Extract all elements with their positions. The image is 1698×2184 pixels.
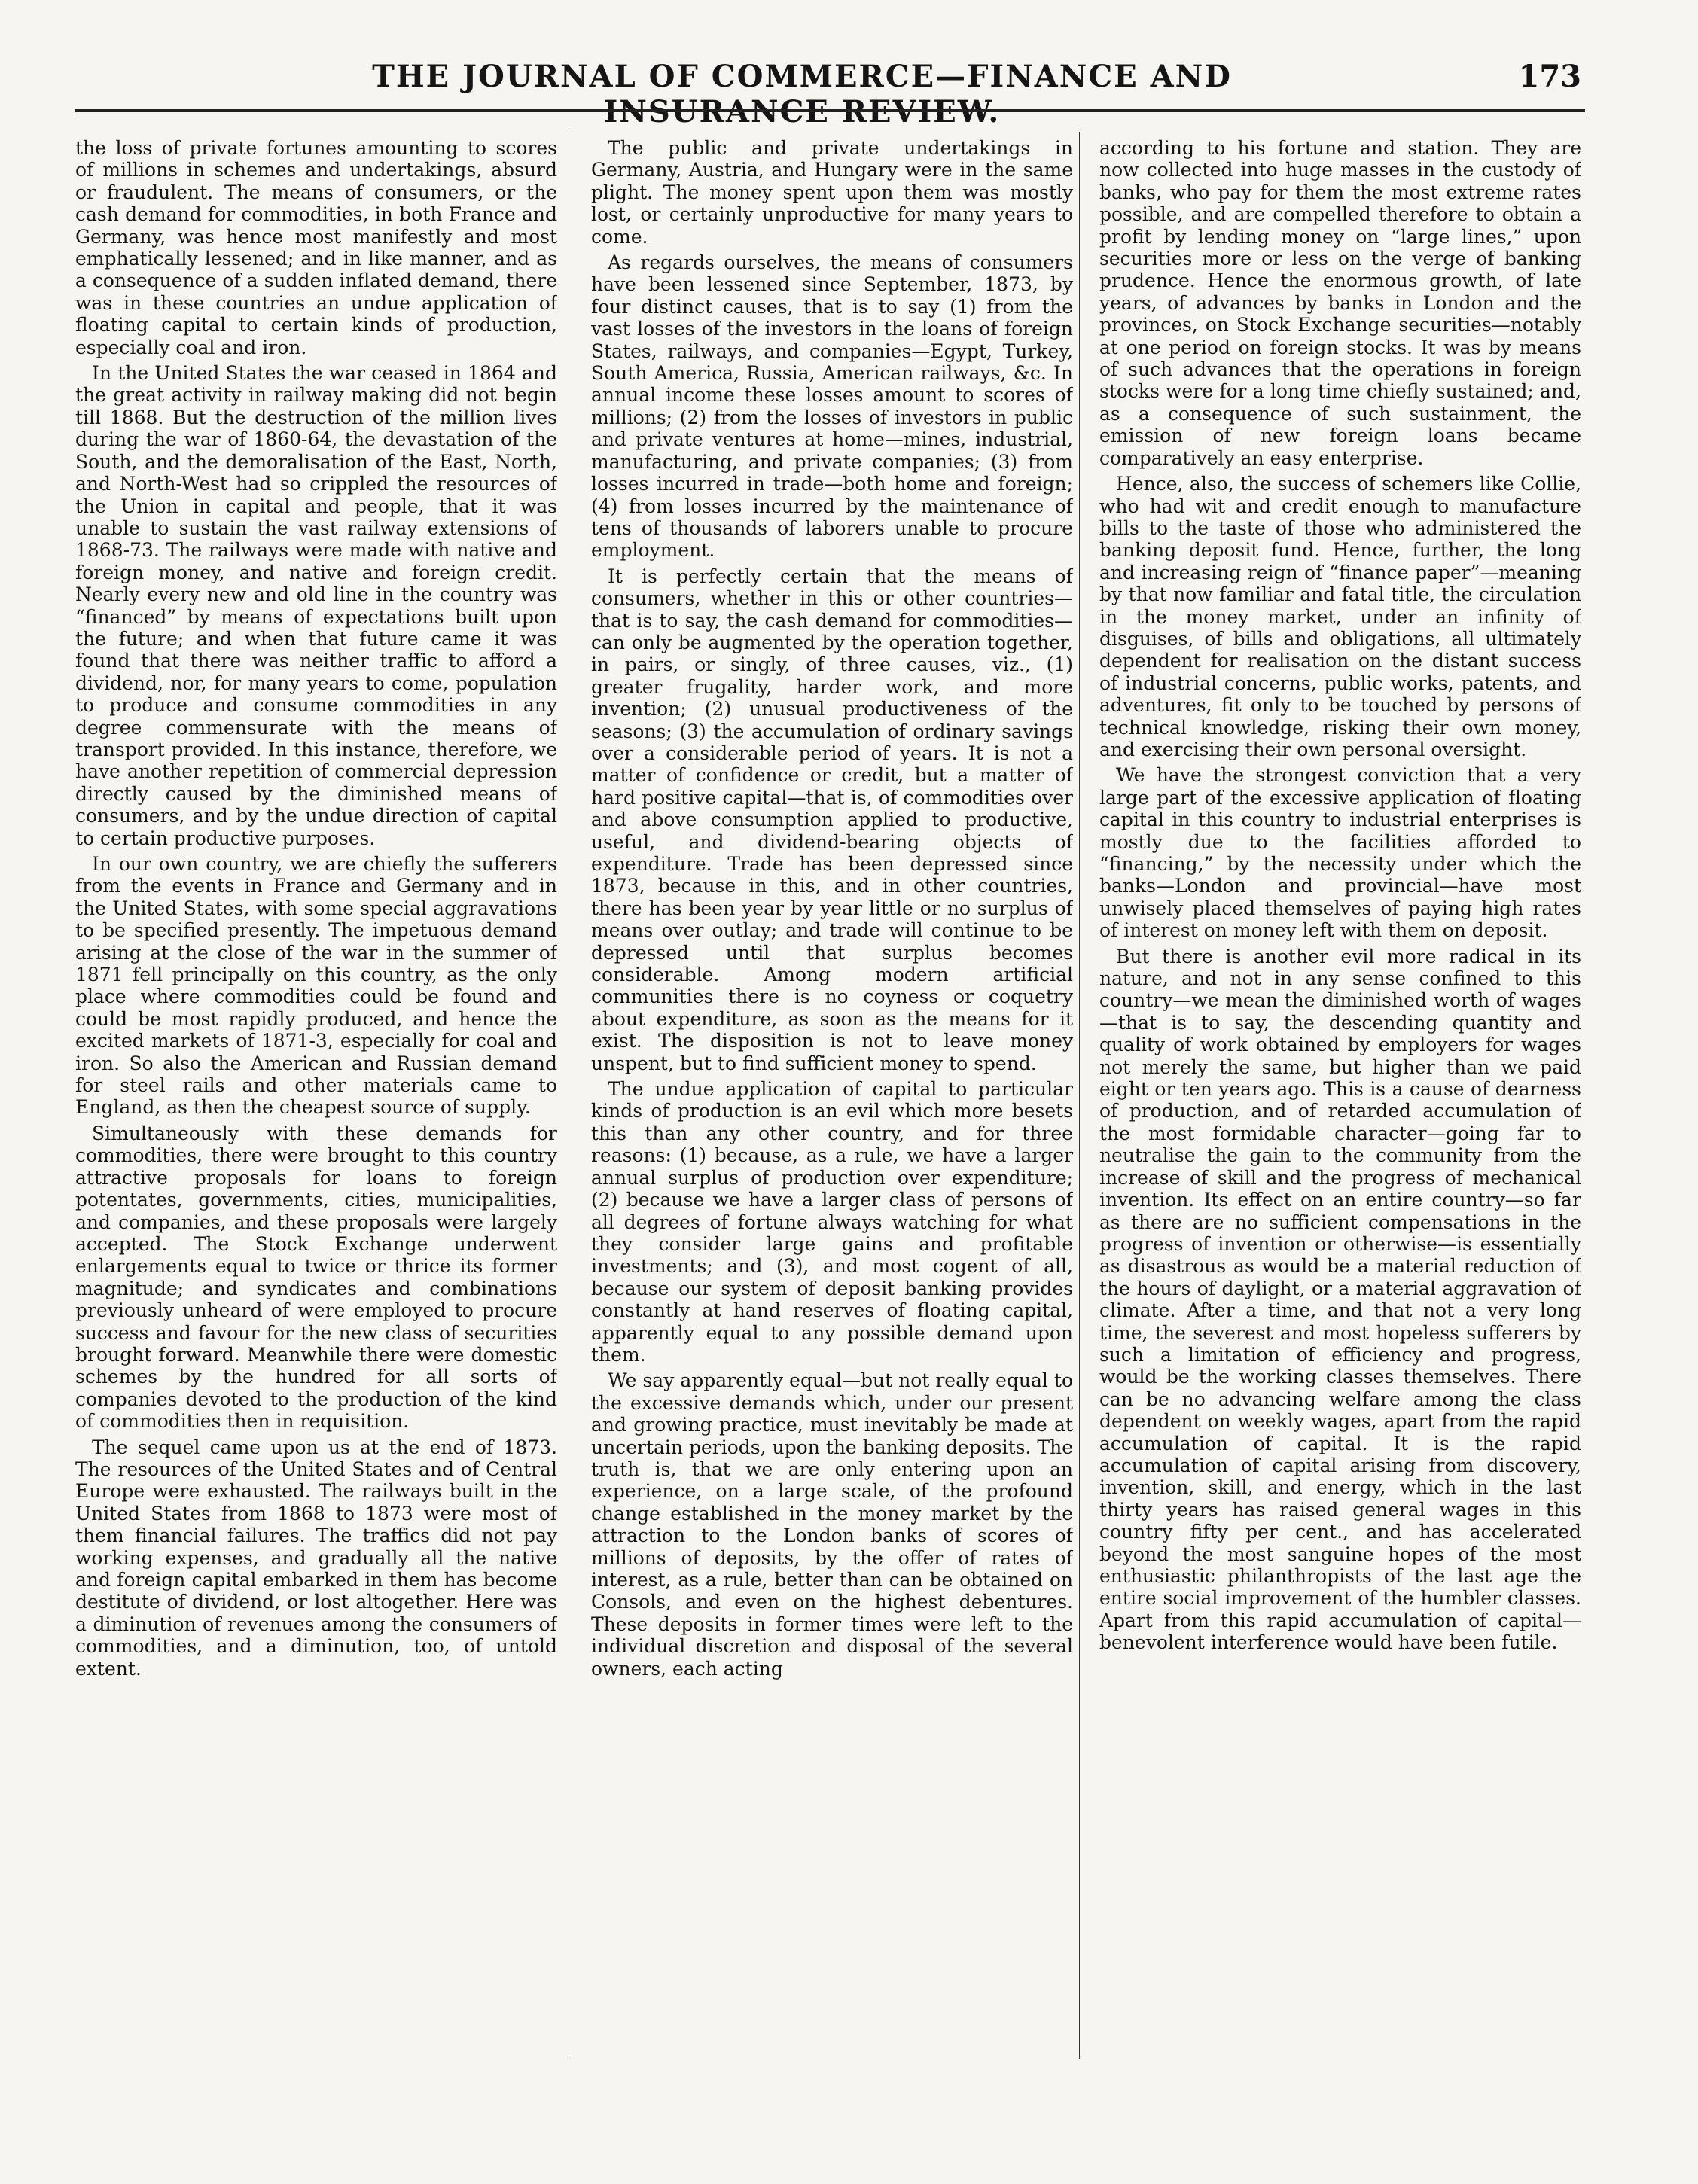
page-number: 173 xyxy=(1518,59,1581,94)
column-right xyxy=(1099,137,1581,2061)
paragraph: In the United States the war ceased in 1864 and the great activity in railway making did not begin till 1868. But the destruction of the million lives during the war of 1860-64, the devastation of the South, and the demoralisation of the East, North, and North-West had so crippled the resources of the Union in capital and people, that it was unable to sustain the vast railway extensions of 1868-73. The railways were made with native and foreign money, and native and foreign credit. Nearly every new and old line in the country was “financed” by means of expectations built upon the future; and when that future came it was found that there was neither traffic to afford a dividend, nor, for many years to come, population to produce and consume commodities in any degree commensurate with the means of transport provided. In this instance, therefore, we have another repetition of commercial depression directly caused by the diminished means of consumers, and by the undue direction of capital to certain productive purposes. xyxy=(75,362,557,849)
paragraph: The undue application of capital to particular kinds of production is an evil which more besets this than any other country, and for three reasons: (1) because, as a rule, we have a larger annual surplus of production over expenditure; (2) because we have a larger class of persons of all degrees of fortune always watching for what they consider large gains and profitable investments; and (3), and most cogent of all, because our system of deposit banking provides constantly at hand reserves of floating capital, apparently equal to any possible demand upon them. xyxy=(591,1078,1073,1366)
column-divider xyxy=(1079,132,1080,2059)
journal-title: THE JOURNAL OF COMMERCE—FINANCE AND xyxy=(372,59,1232,94)
header-rule-thick xyxy=(75,109,1585,112)
paragraph: Simultaneously with these demands for commodities, there were brought to this country attractive proposals for loans to foreign potentates, governments, cities, municipalities, and companies, and these proposals were largely accepted. The Stock Exchange underwent enlargements equal to twice or thrice its former magnitude; and syndicates and combinations previously unheard of were employed to procure success and favour for the new class of securities brought forward. Meanwhile there were domestic schemes by the hundred for all sorts of companies devoted to the production of the kind of commodities then in requisition. xyxy=(75,1122,557,1433)
paragraph: the loss of private fortunes amounting to scores of millions in schemes and undertakings, absurd or fraudulent. The means of consumers, or the cash demand for commodities, in both France and Germany, was hence most manifestly and most emphatically lessened; and in like manner, and as a consequence of a sudden inflated demand, there was in these countries an undue application of floating capital to certain kinds of production, especially coal and iron. xyxy=(75,137,557,358)
paragraph: As regards ourselves, the means of consumers have been lessened since September, 1873, by four distinct causes, that is to say (1) from the vast losses of the investors in the loans of foreign States, railways, and companies—Egypt, Turkey, South America, Russia, American railways, &c. In annual income these losses amount to scores of millions; (2) from the losses of investors in public and private ventures at home—mines, industrial, manufacturing, and private companies; (3) from losses incurred in trade—both home and foreign; (4) from losses incurred by the maintenance of tens of thousands of laborers unable to procure employment. xyxy=(591,251,1073,562)
paragraph: according to his fortune and station. They are now collected into huge masses in the custody of banks, who pay for them the most extreme rates possible, and are compelled therefore to obtain a profit by lending money on “large lines,” upon securities more or less on the verge of banking prudence. Hence the enormous growth, of late years, of advances by banks in London and the provinces, on Stock Exchange securities—notably at one period on foreign stocks. It was by means of such advances that the operations in foreign stocks were for a long time chiefly sustained; and, as a consequence of such sustainment, the emission of new foreign loans became comparatively an easy enterprise. xyxy=(1099,137,1581,469)
paragraph: In our own country, we are chiefly the sufferers from the events in France and Germany and in the United States, with some special aggravations to be specified presently. The impetuous demand arising at the close of the war in the summer of 1871 fell principally on this country, as the only place where commodities could be found and could be most rapidly produced, and hence the excited markets of 1871-3, especially for coal and iron. So also the American and Russian demand for steel rails and other materials came to England, as then the cheapest source of supply. xyxy=(75,853,557,1119)
paragraph: It is perfectly certain that the means of consumers, whether in this or other countries—that is to say, the cash demand for commodities—can only be augmented by the operation together, in pairs, or singly, of three causes, viz., (1) greater frugality, harder work, and more invention; (2) unusual productiveness of the seasons; (3) the accumulation of ordinary savings over a considerable period of years. It is not a matter of confidence or credit, but a matter of hard positive capital—that is, of commodities over and above consumption applied to productive, useful, and dividend-bearing objects of expenditure. Trade has been depressed since 1873, because in this, and in other countries, there has been year by year little or no surplus of means over outlay; and trade will continue to be depressed until that surplus becomes considerable. Among modern artificial communities there is no coyness or coquetry about expenditure, as soon as the means for it exist. The disposition is not to leave money unspent, but to find sufficient money to spend. xyxy=(591,565,1073,1074)
paragraph: The public and private undertakings in Germany, Austria, and Hungary were in the same plight. The money spent upon them was mostly lost, or certainly unproductive for many years to come. xyxy=(591,137,1073,248)
column-middle xyxy=(591,137,1073,2061)
paragraph: Hence, also, the success of schemers like Collie, who had wit and credit enough to manufacture bills to the taste of those who administered the banking deposit fund. Hence, further, the long and increasing reign of “finance paper”—meaning by that now familiar and fatal title, the circulation in the money market, under an infinity of disguises, of bills and obligations, all ultimately dependent for realisation on the distant success of industrial concerns, public works, patents, and adventures, fit only to be touched by persons of technical knowledge, risking their own money, and exercising their own personal oversight. xyxy=(1099,473,1581,760)
paragraph: We have the strongest conviction that a very large part of the excessive application of floating capital in this country to industrial enterprises is mostly due to the facilities afforded to “financing,” by the necessity under which the banks—London and provincial—have most unwisely placed themselves of paying high rates of interest on money left with them on deposit. xyxy=(1099,764,1581,942)
paragraph: We say apparently equal—but not really equal to the excessive demands which, under our present and growing practice, must inevitably be made at uncertain periods, upon the banking deposits. The truth is, that we are only entering upon an experience, on a large scale, of the profound change established in the money market by the attraction to the London banks of scores of millions of deposits, by the offer of rates of interest, as a rule, better than can be obtained on Consols, and even on the highest debentures. These deposits in former times were left to the individual discretion and disposal of the several owners, each acting xyxy=(591,1369,1073,1680)
paragraph: The sequel came upon us at the end of 1873. The resources of the United States and of Central Europe were exhausted. The railways built in the United States from 1868 to 1873 were most of them financial failures. The traffics did not pay working expenses, and gradually all the native and foreign capital embarked in them has become destitute of dividend, or lost altogether. Here was a diminution of revenues among the consumers of commodities, and a diminution, too, of untold extent. xyxy=(75,1436,557,1680)
paragraph: But there is another evil more radical in its nature, and not in any sense confined to this country—we mean the diminished worth of wages—that is to say, the descending quantity and quality of work obtained by employers for wages not merely the same, but higher than we paid eight or ten years ago. This is a cause of dearness of production, and of retarded accumulation of the most formidable character—going far to neutralise the gain to the community from the increase of skill and the progress of mechanical invention. Its effect on an entire country—so far as there are no sufficient compensations in the progress of invention or otherwise—is essentially as disastrous as would be a material reduction of the hours of daylight, or a material aggravation of climate. After a time, and that not a very long time, the severest and most hopeless sufferers by such a limitation of efficiency and progress, would be the working classes themselves. There can be no advancing welfare among the class dependent on weekly wages, apart from the rapid accumulation of capital. It is the rapid accumulation of capital arising from discovery, invention, skill, and energy, which in the last thirty years has raised general wages in this country fifty per cent., and has accelerated beyond the most sanguine hopes of the most enthusiastic philanthropists of the last age the entire social improvement of the humbler classes. Apart from this rapid accumulation of capital—benevolent interference would have been futile. xyxy=(1099,945,1581,1654)
page-header xyxy=(72,59,1581,100)
column-left xyxy=(75,137,557,2061)
